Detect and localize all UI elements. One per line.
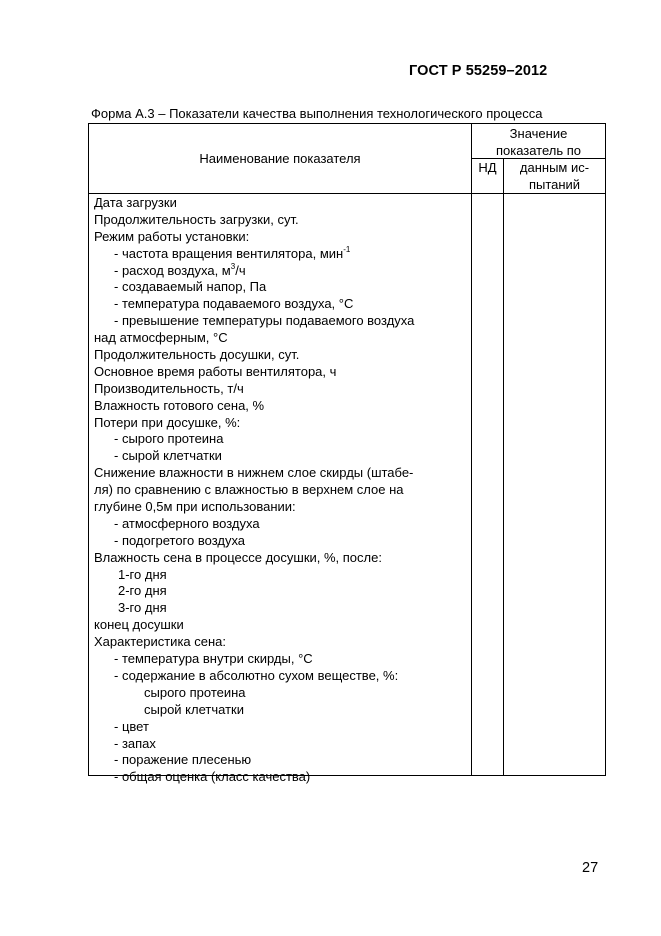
table-row [94, 516, 474, 533]
indicator-label: Основное время работы вентилятора, ч [94, 363, 337, 379]
table-row [94, 600, 474, 617]
column-header-value-line2: показатель по [495, 143, 582, 158]
table-row [94, 719, 474, 736]
column-divider [503, 158, 504, 775]
table-row [94, 583, 474, 600]
indicator-label: 2-го дня [118, 583, 167, 599]
table-row [94, 533, 474, 550]
table-row [94, 330, 474, 347]
table-row [94, 415, 474, 432]
table-row [94, 296, 474, 313]
indicator-label: - атмосферного воздуха [114, 515, 260, 531]
indicator-label: Режим работы установки: [94, 228, 250, 244]
column-header-name: Наименование показателя [199, 151, 361, 166]
table-row [94, 736, 474, 753]
column-header-value [472, 125, 605, 159]
column-header-value-line1: Значение [509, 126, 568, 141]
indicator-label: ля) по сравнению с влажностью в верхнем слое на [94, 482, 404, 498]
unit-superscript: 3 [230, 261, 236, 271]
table-row [94, 229, 474, 246]
indicator-label: сырого протеина [144, 684, 246, 700]
table-row [94, 212, 474, 229]
table-row [94, 617, 474, 634]
indicator-label: - содержание в абсолютно сухом веществе, %: [114, 667, 399, 683]
indicator-label: - сырого протеина [114, 431, 224, 447]
table-row [94, 651, 474, 668]
header-bottom-line [89, 193, 605, 194]
table-row [94, 381, 474, 398]
document-code: ГОСТ Р 55259–2012 [409, 63, 548, 79]
table-row [94, 482, 474, 499]
table-row [94, 347, 474, 364]
table-row [94, 431, 474, 448]
indicator-label: над атмосферным, °С [94, 330, 228, 346]
table-row [94, 263, 474, 280]
indicator-label: - поражение плесенью [114, 752, 252, 768]
indicators-table [88, 123, 606, 785]
indicator-label: - запах [114, 735, 156, 751]
indicator-label: Характеристика сена: [94, 634, 227, 650]
indicator-label: - общая оценка (класс качества) [114, 769, 311, 785]
indicator-label: 3-го дня [118, 600, 167, 616]
page-number: 27 [582, 860, 599, 876]
table-row [94, 752, 474, 769]
indicator-label: Влажность сена в процессе досушки, %, после: [94, 549, 382, 565]
table-row [94, 634, 474, 651]
table-row [94, 195, 474, 212]
table-row [94, 685, 474, 702]
indicator-label: Потери при досушке, %: [94, 414, 241, 430]
indicator-label: глубине 0,5м при использовании: [94, 499, 296, 515]
table-row [94, 668, 474, 685]
indicator-list [94, 195, 474, 786]
indicator-label: - температура подаваемого воздуха, °С [114, 296, 354, 312]
table-row [94, 769, 474, 786]
indicator-label: конец досушки [94, 617, 184, 633]
unit-suffix: /ч [235, 262, 246, 278]
indicator-label: - сырой клетчатки [114, 448, 222, 464]
table-row [94, 364, 474, 381]
indicator-label: сырой клетчатки [144, 701, 244, 717]
indicator-label: Дата загрузки [94, 195, 177, 210]
table-row [94, 550, 474, 567]
table-row [94, 246, 474, 263]
indicator-label: - частота вращения вентилятора, мин [114, 245, 344, 261]
indicator-label: - цвет [114, 718, 149, 734]
table-row [94, 702, 474, 719]
indicator-label: Снижение влажности в нижнем слое скирды (штабе- [94, 465, 414, 481]
indicator-label: Производительность, т/ч [94, 380, 244, 396]
indicator-label: - расход воздуха, м [114, 262, 231, 278]
indicator-label: - превышение температуры подаваемого воздуха [114, 313, 415, 329]
table-row [94, 398, 474, 415]
table-row [94, 279, 474, 296]
table-row [94, 313, 474, 330]
indicator-label: - создаваемый напор, Па [114, 279, 267, 295]
table-row [94, 567, 474, 584]
column-header-test-line1: данным ис- [519, 160, 590, 175]
indicator-label: 1-го дня [118, 566, 167, 582]
column-header-test-line2: пытаний [528, 177, 581, 192]
column-header-test-data [504, 159, 605, 193]
indicator-label: Влажность готового сена, % [94, 397, 265, 413]
indicator-label: Продолжительность досушки, сут. [94, 347, 300, 363]
indicator-label: Продолжительность загрузки, сут. [94, 211, 299, 227]
indicator-label: - подогретого воздуха [114, 532, 246, 548]
indicator-label: - температура внутри скирды, °С [114, 651, 313, 667]
unit-superscript: -1 [343, 244, 351, 254]
table-row [94, 465, 474, 482]
table-row [94, 499, 474, 516]
table-row [94, 448, 474, 465]
column-header-nd: НД [478, 160, 497, 175]
form-caption: Форма А.3 – Показатели качества выполнения технологического процесса [91, 106, 543, 121]
